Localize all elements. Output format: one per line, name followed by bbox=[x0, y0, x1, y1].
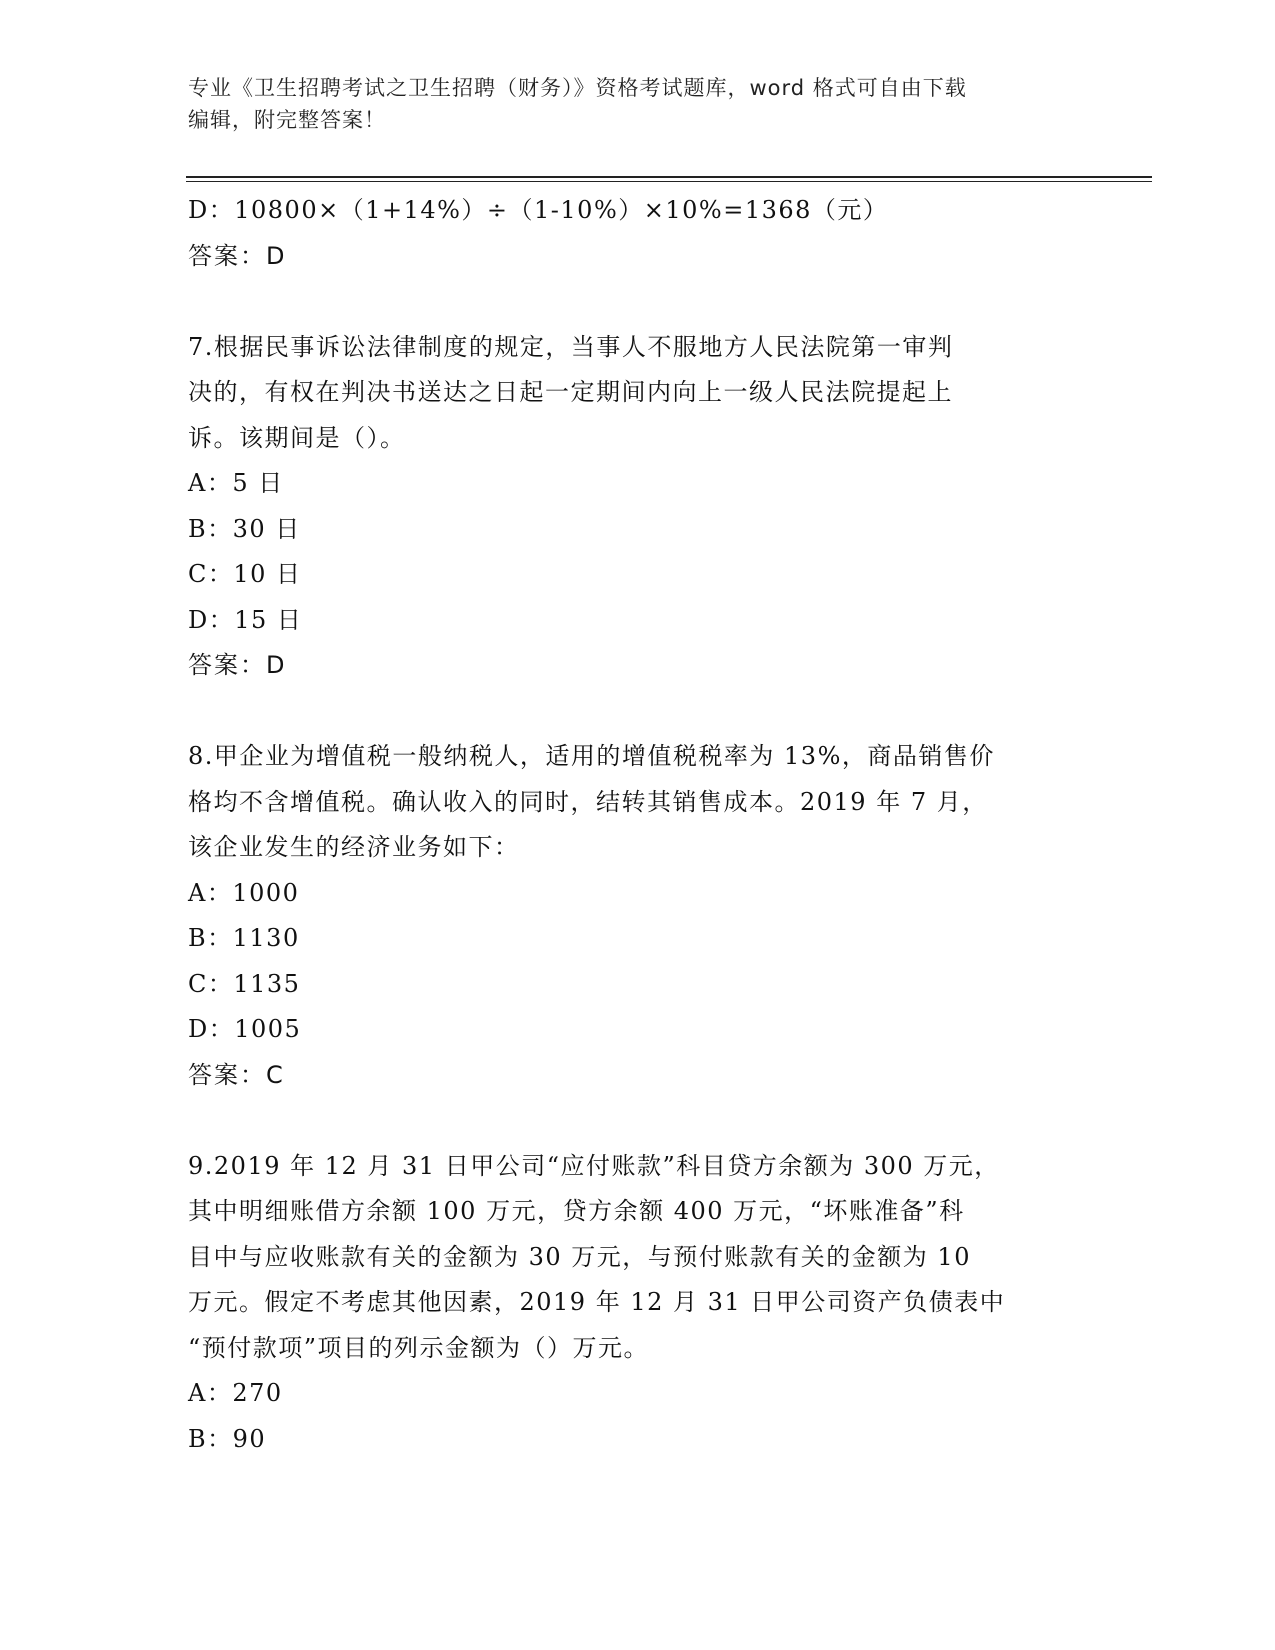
question-content bbox=[188, 188, 1088, 1462]
question-9-option-a: A：270 bbox=[188, 1379, 283, 1407]
question-7-option-b: B：30 日 bbox=[188, 514, 301, 543]
question-9-line: “预付款项”项目的列示金额为（）万元。 bbox=[188, 1333, 650, 1362]
question-8-option-d: D：1005 bbox=[188, 1015, 302, 1043]
question-7-line: 诉。该期间是（）。 bbox=[188, 423, 406, 452]
header-divider-thick bbox=[186, 176, 1152, 178]
question-9 bbox=[188, 1144, 1088, 1463]
header-line-2: 编辑，附完整答案！ bbox=[188, 108, 386, 132]
question-7-option-c: C：10 日 bbox=[188, 560, 302, 588]
header-line-1: 专业《卫生招聘考试之卫生招聘（财务）》资格考试题库，word 格式可自由下载 bbox=[188, 76, 967, 100]
question-7-option-d: D：15 日 bbox=[188, 605, 303, 634]
spacer bbox=[188, 1098, 1088, 1144]
question-9-line: 目中与应收账款有关的金额为 30 万元，与预付账款有关的金额为 10 bbox=[188, 1242, 971, 1271]
spacer bbox=[188, 279, 1088, 325]
question-7-answer: 答案：D bbox=[188, 651, 287, 679]
header-divider-thin bbox=[186, 181, 1152, 182]
question-8-option-a: A：1000 bbox=[188, 878, 300, 907]
question-8 bbox=[188, 734, 1088, 1098]
prev-answer: 答案：D bbox=[188, 241, 287, 270]
spacer bbox=[188, 689, 1088, 735]
question-7 bbox=[188, 325, 1088, 689]
question-9-line: 万元。假定不考虑其他因素，2019 年 12 月 31 日甲公司资产负债表中 bbox=[188, 1288, 1006, 1316]
question-7-line: 决的，有权在判决书送达之日起一定期间内向上一级人民法院提起上 bbox=[188, 378, 953, 406]
question-8-line: 格均不含增值税。确认收入的同时，结转其销售成本。2019 年 7 月， bbox=[188, 787, 988, 816]
question-9-line: 其中明细账借方余额 100 万元，贷方余额 400 万元，“坏账准备”科 bbox=[188, 1197, 965, 1225]
question-9-line: 9.2019 年 12 月 31 日甲公司“应付账款”科目贷方余额为 300 万元， bbox=[188, 1151, 1000, 1180]
prev-option-d: D：10800×（1+14%）÷（1-10%）×10%=1368（元） bbox=[188, 196, 889, 224]
question-8-option-b: B：1130 bbox=[188, 924, 300, 952]
question-7-line: 7.根据民事诉讼法律制度的规定，当事人不服地方人民法院第一审判 bbox=[188, 332, 954, 361]
question-9-option-b: B：90 bbox=[188, 1424, 267, 1453]
question-8-line: 8.甲企业为增值税一般纳税人，适用的增值税税率为 13%，商品销售价 bbox=[188, 742, 995, 770]
document-header bbox=[188, 72, 1088, 136]
question-8-line: 该企业发生的经济业务如下： bbox=[188, 833, 520, 861]
question-7-option-a: A：5 日 bbox=[188, 469, 284, 497]
question-8-answer: 答案：C bbox=[188, 1060, 285, 1089]
question-8-option-c: C：1135 bbox=[188, 969, 301, 998]
